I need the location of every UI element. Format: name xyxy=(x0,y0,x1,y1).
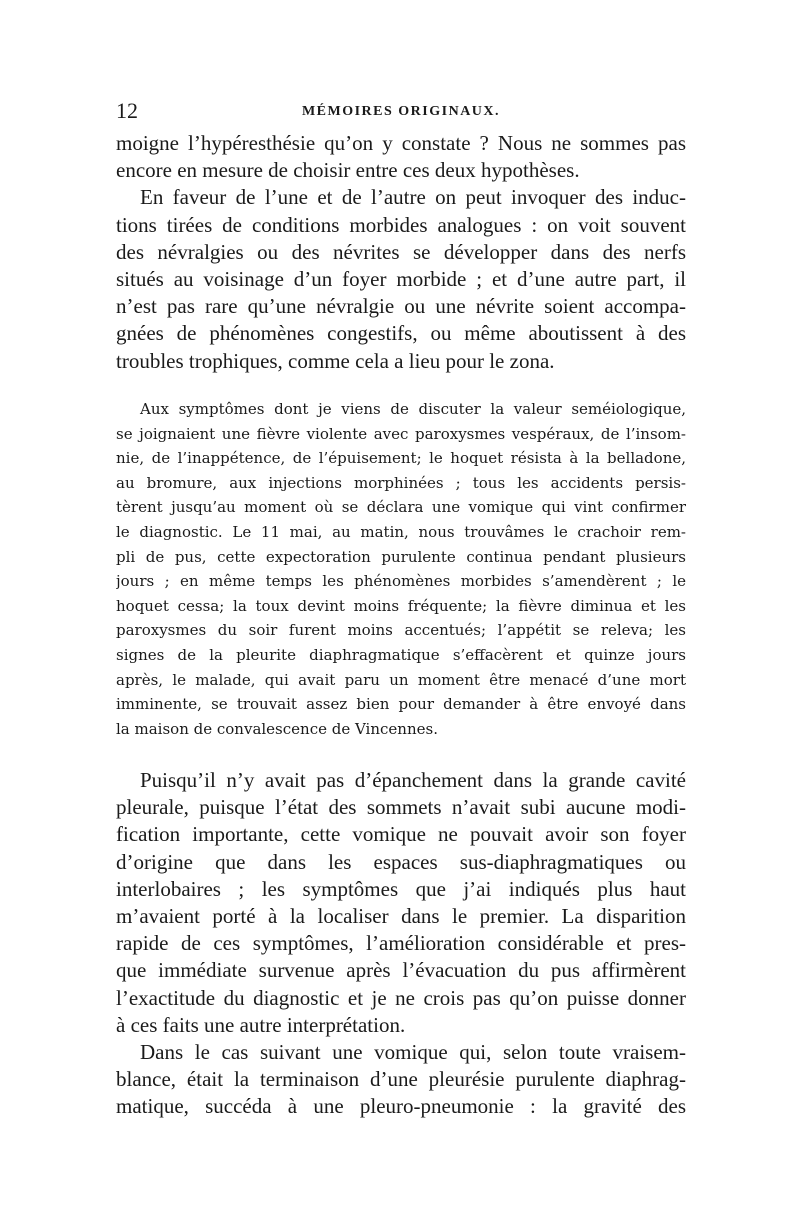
text-line: la maison de convalescence de Vincennes. xyxy=(116,719,438,738)
text-line: pli de pus, cette expectoration purulente continua pendant plusieurs xyxy=(116,547,686,566)
text-line: Puisqu’il n’y avait pas d’épanchement dans la grande cavité xyxy=(140,768,686,792)
text-line: Dans le cas suivant une vomique qui, selon toute vraisem- xyxy=(140,1039,686,1064)
text-line: blance, était la terminaison d’une pleurésie purulente diaphrag- xyxy=(116,1067,686,1092)
paragraph-block-3 xyxy=(116,767,686,1120)
text-line: au bromure, aux injections morphinées ; tous les accidents persis- xyxy=(116,473,686,492)
paragraph-block-1 xyxy=(116,130,686,375)
paragraph-block-2-case-note xyxy=(116,397,686,741)
text-line: n’est pas rare qu’une névralgie ou une névrite soient accompa- xyxy=(116,294,686,319)
text-line: à ces faits une autre interprétation. xyxy=(116,1012,406,1037)
text-line: rapide de ces symptômes, l’amélioration considérable et pres- xyxy=(116,931,686,956)
running-head-title: MÉMOIRES ORIGINAUX. xyxy=(301,104,501,119)
text-line: fication importante, cette vomique ne pouvait avoir son foyer xyxy=(116,822,686,847)
text-line: d’origine que dans les espaces sus-diaphragmatiques ou xyxy=(116,849,686,874)
text-line: moigne l’hypéresthésie qu’on y constate ? Nous ne sommes pas xyxy=(116,131,686,155)
running-head xyxy=(116,96,686,126)
text-line: signes de la pleurite diaphragmatique s’effacèrent et quinze jours xyxy=(116,645,686,664)
text-line: m’avaient porté à la localiser dans le premier. La disparition xyxy=(116,903,686,928)
text-line: matique, succéda à une pleuro-pneumonie : la gravité des xyxy=(116,1094,686,1119)
text-line: interlobaires ; les symptômes que j’ai indiqués plus haut xyxy=(116,876,686,901)
text-line: jours ; en même temps les phénomènes morbides s’amendèrent ; le xyxy=(116,572,686,591)
text-line: après, le malade, qui avait paru un moment être menacé d’une mort xyxy=(116,670,686,689)
text-line: l’exactitude du diagnostic et je ne crois pas qu’on puisse donner xyxy=(116,985,686,1010)
text-line: hoquet cessa; la toux devint moins fréquente; la fièvre diminua et les xyxy=(116,596,686,615)
page-number: 12 xyxy=(116,98,138,123)
text-line: tions tirées de conditions morbides analogues : on voit souvent xyxy=(116,212,686,237)
text-line: nie, de l’inappétence, de l’épuisement; le hoquet résista à la belladone, xyxy=(116,449,686,468)
text-line: paroxysmes du soir furent moins accentués; l’appétit se releva; les xyxy=(116,621,686,640)
text-line: encore en mesure de choisir entre ces deux hypothèses. xyxy=(116,158,580,183)
text-line: pleurale, puisque l’état des sommets n’avait subi aucune modi- xyxy=(116,795,686,820)
text-line: En faveur de l’une et de l’autre on peut invoquer des induc- xyxy=(140,185,686,210)
text-line: des névralgies ou des névrites se développer dans des nerfs xyxy=(116,239,686,264)
text-line: que immédiate survenue après l’évacuation du pus affirmèrent xyxy=(116,958,686,983)
text-line: Aux symptômes dont je viens de discuter la valeur seméiologique, xyxy=(140,400,686,418)
text-line: se joignaient une fièvre violente avec paroxysmes vespéraux, de l’insom- xyxy=(116,424,686,443)
text-line: situés au voisinage d’un foyer morbide ; et d’une autre part, il xyxy=(116,266,686,291)
text-line: tèrent jusqu’au moment où se déclara une vomique qui vint confirmer xyxy=(116,498,686,517)
text-line: troubles trophiques, comme cela a lieu pour le zona. xyxy=(116,348,555,373)
text-line: imminente, se trouvait assez bien pour demander à être envoyé dans xyxy=(116,695,686,714)
text-line: gnées de phénomènes congestifs, ou même aboutissent à des xyxy=(116,321,686,346)
text-line: le diagnostic. Le 11 mai, au matin, nous trouvâmes le crachoir rem- xyxy=(116,522,686,541)
